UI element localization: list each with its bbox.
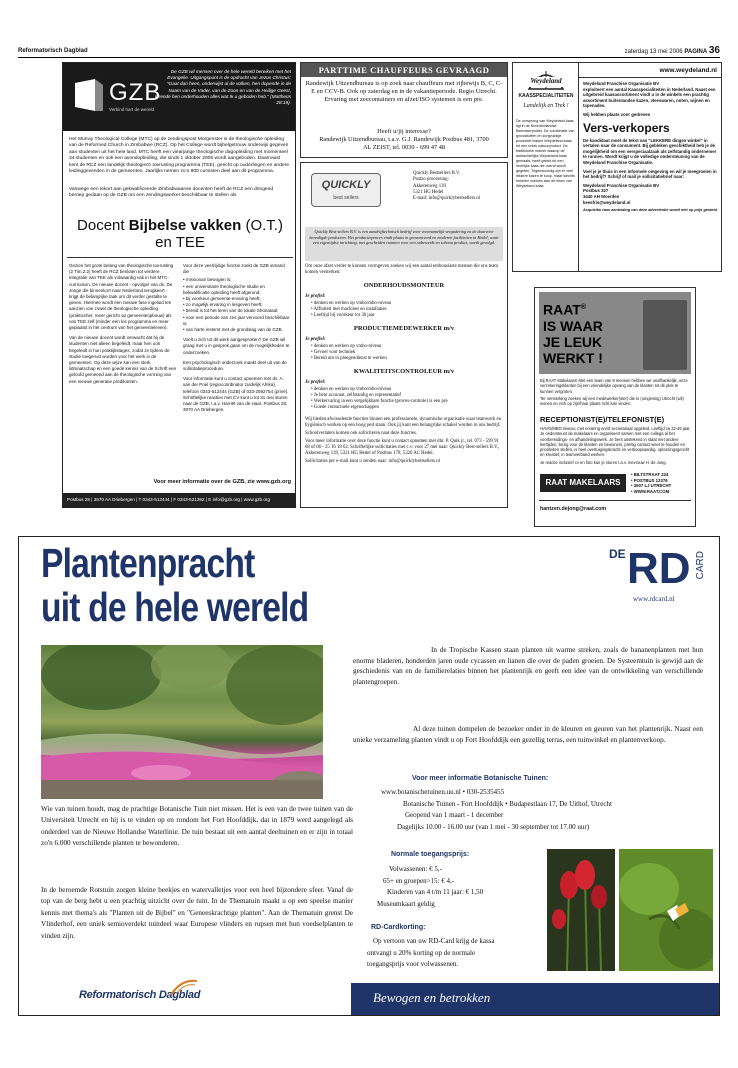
gzb-title-c: en TEE — [155, 234, 205, 251]
weydeland-q: Wij hebben plaats voor gedreven — [583, 111, 651, 117]
list-item: • Affiniteit met machines en installaties — [311, 307, 501, 313]
list-item: • Goede contactuele eigenschappen — [311, 405, 501, 411]
list-item: • denken en werken op vmbo/mbo-niveau — [311, 387, 501, 393]
raat-slogan-4: WERKT ! — [543, 349, 603, 366]
masthead: Reformatorisch Dagblad — [18, 48, 88, 54]
rd-logo-de: DE — [609, 547, 626, 561]
address-line: Akkerenweg 139 — [413, 183, 446, 189]
quickly-logo — [311, 173, 381, 207]
chauffeurs-title: PARTTIME CHAUFFEURS GEVRAAGD — [301, 63, 507, 77]
weydeland-rule — [579, 77, 721, 78]
weydeland-url: www.weydeland.nl — [659, 67, 717, 74]
card-line: toegangsprijs voor volwassenen. — [367, 960, 459, 968]
gzb-right-p2: Een psychologisch onderzoek maakt deel uit van de sollicitatieprocedure. — [183, 359, 287, 372]
gzb-title — [69, 217, 291, 251]
weydeland-slogan: Landelijk en Trek ! — [523, 103, 569, 109]
rd-logo-card: CARD — [695, 551, 706, 580]
weydeland-company: Weydeland Franchise Organisatie BV — [583, 81, 660, 86]
list-item: • Leeftijd bij voorkeur tot 30 jaar — [311, 313, 501, 319]
weydeland-side-text: De oorsprong van Weydeland-kaas ligt in de Noordhollandse Beemsterpolder. De combinatie van grondstoffen en zorgvuldige productie maken Weydeland-kaas tot een uniek natuurproduct. De traditionele manier waarop de ambachtelijke Weydeland-kaas gemaakt, heeft geleid tot een heerlijke kaas die overal wordt gegeten. Tegenwoordig zijn er veel lekkere kazen te koop, maar slechts enkelen voldoen aan de eisen van Weydeland-kaas. — [516, 119, 575, 188]
gzb-intro2: Vanwege een tekort aan gekwalificeerde Zimbabwaanse docenten heeft de RCZ een dringend beroep gedaan op de GZB om een zendingswerker beschikbaar te stellen als — [69, 187, 274, 199]
rd-tagline-bar — [351, 983, 719, 1015]
page-date — [625, 45, 720, 56]
info-line: Botanische Tuinen - Fort Hoofddijk • Budapestlaan 17, De Uithof, Utrecht — [403, 799, 612, 808]
info-line: Geopend van 1 maart - 1 december — [405, 811, 504, 819]
raat-body4: Je reactie inclusief cv en foto kun je sturen t.a.v. mevrouw H. de Jong. — [540, 460, 667, 465]
raat-slogan-1: RAAT — [543, 301, 581, 318]
list-item: • missionair bewogen is; — [183, 277, 291, 283]
chauffeurs-body: Randewijk Uitzendbureau is op zoek naar chauffeurs met rijbewijs B, C, C-E en CCV-B. Ook op zaterdag en in de vakantieperiode. Regio Utrecht. Ervaring met zeecontainers en afzet/ISO systemen is een pre. — [305, 80, 503, 103]
rd-intro2: Al deze tuinen dompelen de bezoeker onder in de kleuren en geuren van het plantenrijk. Naast een unieke verzameling planten vindt u op Fort Hoofddijk een gezellig terras, een tuinwinkel en plantenverkoop. — [353, 725, 703, 744]
chauffeurs-cta: Heeft u/jij interesse? — [377, 128, 431, 135]
gzb-quote: De GZB wil mensen over de hele wereld bereiken met het Evangelie. Uitgangspunt is de opdracht van Jezus Christus: "Gaat dan heen, onderwijst al de volken, hen dopende in de Naam van de Vader, van de Zoon en van de Heilige Geest, lerende hen onderhouden alles wat Ik u geboden heb." (Mattheüs 28:19). — [155, 69, 291, 106]
job-requirements — [311, 344, 501, 362]
raat-slogan — [543, 300, 603, 366]
gzb-ad — [62, 62, 296, 508]
raat-ad — [534, 287, 696, 527]
quickly-contact: Voor meer informatie over deze functie kunt u contact opnemen met dhr. P. Quik jr., tel. 073 - 599 91 08 of 06 - 25 16 18 62. Schriftelijke sollicitaties met c.v. voor 27 mei naar: Quickly Best-sellers B.V., Akkerenweg 139, 5321 HG Hedel of Postbus 178, 5320 AC Hedel. — [305, 439, 500, 456]
weydeland-note: Acquisitie naar aanleiding van deze advertentie wordt niet op prijs gesteld. — [583, 208, 718, 213]
raat-body1: Bij RAAT Makelaars! Met een team van 9 mensen hebben we onafhankelijk, onze verzekeringsklanten bij een vriendelijke opvang van de klanten tot dé plek te kunnen vergroten. — [540, 378, 688, 394]
quickly-extra: Schoolverlaters komen ook solliciteren naar deze functies. — [305, 431, 418, 436]
raat-body2: Ter versterking zoeken wij een medewerker(ster) die in (omgeving) Utrecht (wil) wonen en zich op zijn/haar plaats richt kan vinden: — [540, 396, 684, 407]
list-item: • Werkervaring in een vergelijkbare functie (proces-controle) is een pre — [311, 399, 501, 405]
raat-slogan-2: IS WAAR — [543, 317, 603, 334]
raat-slogan-3: JE LEUK — [543, 333, 603, 350]
rd-left1: Wie van tuinen houdt, mag de prachtige Botanische Tuin niet missen. Het is een van de twee tuinen van de Universiteit Utrecht en hij is te vinden op en rondom het Fort Hoofddijk, dat in 1879 werd aangelegd als onderdeel van de Nieuwe Hollandse Waterlinie. De tuin bestaat uit een aantal deeltuinen en er zijn in totaal zo'n 6.000 verschillende planten te bewonderen. — [41, 805, 353, 848]
weydeland-ad — [512, 62, 722, 272]
raat-reg: ® — [580, 304, 587, 311]
job-profile-label: Je profiel: — [305, 380, 326, 385]
quickly-logo-sub: best sellers — [333, 195, 359, 201]
address-line: • POSTBUS 13376 — [631, 477, 668, 483]
info-line: Dagelijks 10.00 - 16.00 uur (van 1 mei - 30 september tot 17.00 uur) — [397, 822, 590, 831]
rd-intro1: In de Tropische Kassen staan planten uit warme streken, zoals de bananenplanten met hun enorme bladeren, honderden jaren oude cycassen en lianen die over de paden groeien. De Systeemtuin is gewijd aan de geschiedenis van en de familierelaties binnen het plantenrijk en geeft een idee van de ontwikkeling van verschillende plantengroepen. — [353, 646, 703, 687]
list-item: • Gevoel voor techniek — [311, 350, 501, 356]
card-line: ontvangt u 20% korting op de normale — [367, 948, 476, 957]
price-line: Museumkaart geldig — [377, 899, 435, 908]
raat-logo: RAAT MAKELAARS — [540, 474, 626, 492]
weydeland-side — [513, 63, 579, 271]
header-rule — [18, 57, 720, 58]
page-number: 36 — [708, 45, 720, 56]
rd-logo-swoosh-icon — [169, 977, 199, 997]
gzb-right-p1: Voelt u zich tot dit werk aangesproken? De GZB wil graag met u in gesprek gaan om de mogelijkheden te onderzoeken. — [183, 337, 290, 355]
address-line: Postzo processing: — [413, 177, 449, 183]
job-title: PRODUCTIEMEDEWERKER m/v — [353, 325, 455, 332]
address-line: • 3507 LJ UTRECHT — [631, 483, 672, 488]
weydeland-body1: De kandidaat moet de tekst van "LEKKERE dingen winkel" in vertalen naar de consument. Bij gebleken geschiktheid heb je de mogelijkheid om een verspeciaalzaak als zelfstandig ondernemer te runnen. Wordt krijgt u de volledige ondersteuning van de Weydeland Franchise Organisatie. — [583, 137, 717, 165]
price-line: 65+ en groepen>15: € 4,- — [383, 876, 455, 885]
list-item: • van harte instemt met de grondslag van de GZB. — [183, 327, 291, 333]
address-line: • BILTSTRAAT 224 — [631, 472, 669, 477]
tulips-photo — [547, 849, 615, 971]
list-item: • denken en werken op vmbo/mbo-niveau — [311, 301, 501, 307]
rd-card-lines — [367, 936, 543, 971]
date: zaterdag 13 mei 2006 — [624, 49, 683, 55]
quickly-email: Sollicitaties per e-mail kunt u zenden naar: info@quicklybestsellers.nl — [305, 459, 440, 464]
quickly-address — [413, 171, 507, 202]
rd-footer-logo: Reformatorisch Dagblad — [79, 989, 201, 1001]
weydeland-logo-sub: KAASSPECIALITEITEN — [518, 93, 574, 99]
list-item: • een universitaire theologische studie en bekwalificatie opleiding heeft afgerond; — [183, 284, 291, 296]
rd-headline-2: uit de hele wereld — [41, 584, 309, 630]
page-word: PAGINA — [684, 49, 708, 55]
job-profile-label: Je profiel: — [305, 294, 326, 299]
address-line: E-mail: info@quicklybestsellers.nl — [413, 196, 481, 202]
list-item: • voor een periode van zes jaar vervoerd beschikbaar is; — [183, 315, 291, 327]
job-title: ONDERHOUDSMONTEUR — [363, 282, 445, 289]
gzb-left-p1: Gezien het grote belang van theologische toerusting (2 Tim.2:2) heeft de RCZ besloten tot verdere integratie van TEE als volwaardig vak in het MTC-curriculum. De nieuwe docent - opvolger van ds. De Jonge die binnenkort naar Nederland terugkeert - krijgt de belangrijke taak om dit verder gestalte te geven. Hiermee wordt een nieuwe fase ingeluid ten aanzien van zowel de theologische opleiding (praktischer, meer gericht op gemeenteopbouw) als van TEE zelf (minder een los programma en meer geplaatst in het centrum van het gemeenteleven). — [69, 263, 174, 331]
garden-photo — [41, 645, 323, 799]
quickly-offer-text: Wij bieden afwisselende functies binnen een professionele, dynamische organisatie waar teamwerk en hygiënisch werken op een hoog peil staan. Ook jij kunt een belangrijke schakel worden in ons bedrijf. — [305, 417, 502, 428]
list-item: • zo mogelijk ervaring in lesgeven heeft; — [183, 302, 291, 308]
weydeland-content — [583, 81, 719, 214]
address-line: • WWW.RAAT.COM — [631, 488, 670, 494]
rd-footer-bar — [19, 981, 719, 1015]
gzb-logo-mark — [71, 75, 107, 115]
gzb-footer: Postbus 28 | 3970 AA Driebergen | T 0343-512444 | F 0343-521392 | E info@gzb.org | www.gzb.org — [63, 493, 295, 507]
weydeland-body2: Voel je je thuis in een informele omgeving en wil je meegroeien in het bedrijf? Schrijf of mail je sollicitatiebrief naar: — [583, 168, 717, 180]
rd-card-logo — [609, 545, 717, 607]
gzb-right-intro: Voor deze veelzijdige functie zoekt de GZB iemand die — [183, 263, 285, 275]
rd-headline-1: Plantenpracht — [41, 540, 255, 586]
gzb-col-left — [69, 263, 177, 385]
rdcard-ad — [18, 536, 720, 1016]
gzb-title-a: Docent — [77, 217, 129, 234]
gzb-title-b: (O.T.) — [241, 217, 283, 234]
rd-card-heading: RD-Cardkorting: — [371, 924, 426, 931]
list-item: • Je bent accuraat, zelfstandig en representatief — [311, 393, 501, 399]
price-line: Kinderen van 4 t/m 11 jaar: € 1,50 — [387, 888, 484, 896]
weydeland-desc: exploiteert een aantal Kaasspecialiteiten in Nederland. Naast een uitgebreid kaasassortiment vindt u in de winkels een prachtig assortiment buitenlandse kazen, vleeswaren, noten, wijnen en tapenades. — [583, 86, 716, 109]
weydeland-addr: Weydeland Franchise Organisatie BV Postbus 327 3440 AH Woerden keesfris@weydeland.nl — [583, 182, 660, 205]
card-line: Op vertoon van uw RD-Card krijg de kassa — [373, 937, 495, 945]
raat-rule — [539, 500, 691, 501]
list-item: • Bereid om in ploegendienst te werken — [311, 356, 501, 362]
gzb-intro1: Het Murray Theological College (MTC) op de zendingspost Morgenster is de theologische opleiding van de Reformed Church in Zimbabwe (RCZ). Op het College wordt bijbelgetrouw onderwijs gegeven aan studenten uit het hele land. MTC heeft een viearjarige theologische dagopleiding met momenteel 34 studenten en ook een avondopleiding, die sinds 1 oktober 2005 wordt aangeboden. Daarnaast kent de RCZ een landelijk theologisch toerusting programma (TEE), gericht op ouderlingen en andere leidinggevenden in de gemeenten. Jaarlijks nemen zo'n 800 cursisten deel aan dit programma. — [69, 137, 289, 175]
rd-logo-rd: RD — [627, 544, 691, 593]
chauffeurs-ad — [300, 62, 508, 158]
orchid-photo — [619, 849, 713, 971]
rd-tagline: Bewogen en betrokken — [373, 990, 491, 1005]
raat-photo — [643, 300, 687, 370]
gzb-col-right — [183, 263, 291, 413]
gzb-title-bold: Bijbelse vakken — [128, 217, 242, 234]
gzb-logo: GZB — [109, 79, 162, 106]
gzb-more-info: Voor meer informatie over de GZB, zie www.gzb.org — [153, 479, 291, 485]
list-item: • denken en werken op vmbo-niveau — [311, 344, 501, 350]
rd-info-lines — [381, 787, 720, 833]
info-line: www.botanischetuinen.uu.nl • 030-2535455 — [381, 788, 505, 796]
quickly-intro: Quickly Best-sellers B.V. is een aandrijftechnisch bedrijf voor voornamelijk vergadering en de daarvoor benodigde producten. Het productieproces vindt plaats in geavanceerd en moderne faciliteiten in Hedel, waar een eigentijdse inrichting, met gescheiden ruimten voor een onbewerkt en schoon product, wordt gevolgd. — [305, 227, 503, 261]
address-line: 5321 HG Hedel — [413, 189, 444, 195]
job-requirements — [311, 387, 501, 411]
quickly-offer — [305, 417, 503, 465]
gzb-right-p3: Voor informatie kunt u contact opnemen met ds. A. van der Poel (regiocoördinator zuidelijk Afrika), telefoon 0343-512444 (GZB) of 033-2592754 (privé). Schriftelijke reacties met CV kunt u tot 31 mei sturen naar de GZB, t.a.v. Harriët van de Haar, Postbus 28, 3970 AA Driebergen. — [183, 376, 289, 413]
job-profile-label: Je profiel: — [305, 337, 326, 342]
rd-headline — [41, 541, 308, 629]
chauffeurs-contact: Randewijk Uitzendbureau, t.a.v. G.J. Randewijk Postbus 481, 3700 AL ZEIST, tel. 0030 - 699 47 48 — [319, 136, 489, 151]
gzb-requirements — [183, 277, 291, 333]
list-item: • bij voorkeur gemeente-ervaring heeft; — [183, 296, 291, 302]
quickly-logo-text: QUICKLY — [321, 179, 371, 191]
price-line: Volwassenen: € 5,- — [389, 865, 442, 873]
raat-banner — [539, 292, 691, 374]
raat-body3: HAVO/MBO niveau; met ervaring en/of secretariaal opgeleid. Leeftijd ca 22-45 jaar. Je ondersteunt de makelaars en organiseert samen met een collega al het voorbereidings- en afhandelingswerk. Je bent uitstekend in staat met andere leeftijden, bezig voor de klanten en bewoners, prettig contact weet te houden en prioriteiten stellen, is heel overtuigingskracht en verkoopvaardig, oplossingsgericht en kreatief, in teamverband werken. — [540, 426, 691, 458]
raat-role: RECEPTIONIST(E)/TELEFONIST(E) — [540, 415, 665, 424]
gzb-header — [63, 63, 295, 131]
gzb-logo-sub: Verbind hart de wereld — [109, 107, 155, 112]
address-line: Quickly Bestsellers B.V. — [413, 171, 461, 176]
rd-url: www.rdcard.nl — [633, 595, 675, 603]
weydeland-logo: Weydeland — [517, 77, 575, 87]
job-requirements — [311, 301, 501, 319]
weydeland-title: Vers-verkopers — [583, 120, 670, 135]
rd-left2: In de beroemde Rotstuin zorgen kleine beekjes en watervalletjes voor een heel bijzondere sfeer. Vanaf de top van de berg hebt u een prachtig uitzicht over de tuin. In de Thematuin maakt u op een speelse manier kennis met thema's als "Planten uit de Bijbel" en "Geneeskrachtige planten". Aan de Thematuin grenst De Vlinderhof, een uniek semioverdekt tuindeel waar Europese vlinders en rupsen met hun voedselplanten te vinden zijn. — [41, 886, 353, 940]
rd-info-heading: Voor meer informatie Botanische Tuinen: — [412, 775, 549, 782]
gzb-left-p2: Van de nieuwe docent wordt verwacht dat hij de studenten niet alleen begeleidt, maar hen ook begeleidt in hun praktijkstages, zodat ze tijdens de studie toegerust worden voor het werk in de gemeenten. Op deze wijze kan een sterk lidmaatschap en een goede kennis van de Schrift een geloofd gemeend aan de theologische vorming van een nieuwe generatie predikanten. — [69, 335, 177, 384]
raat-email: hantzen.dejong@raat.com — [540, 506, 607, 512]
gzb-rule — [67, 257, 293, 258]
rd-price-heading: Normale toegangsprijs: — [391, 851, 470, 858]
quickly-lead: Om onze afzet verder te kunnen vormgeven zoeken wij een aantal enthousiaste mensen die ons team komen versterken: — [305, 264, 498, 275]
job-title: KWALITEITSCONTROLEUR m/v — [353, 368, 455, 375]
quickly-ad — [300, 162, 508, 508]
raat-address — [631, 472, 693, 494]
rd-price-lines — [377, 864, 547, 910]
list-item: • bereid is tot het leren van de lokale Shonataal; — [183, 308, 291, 314]
